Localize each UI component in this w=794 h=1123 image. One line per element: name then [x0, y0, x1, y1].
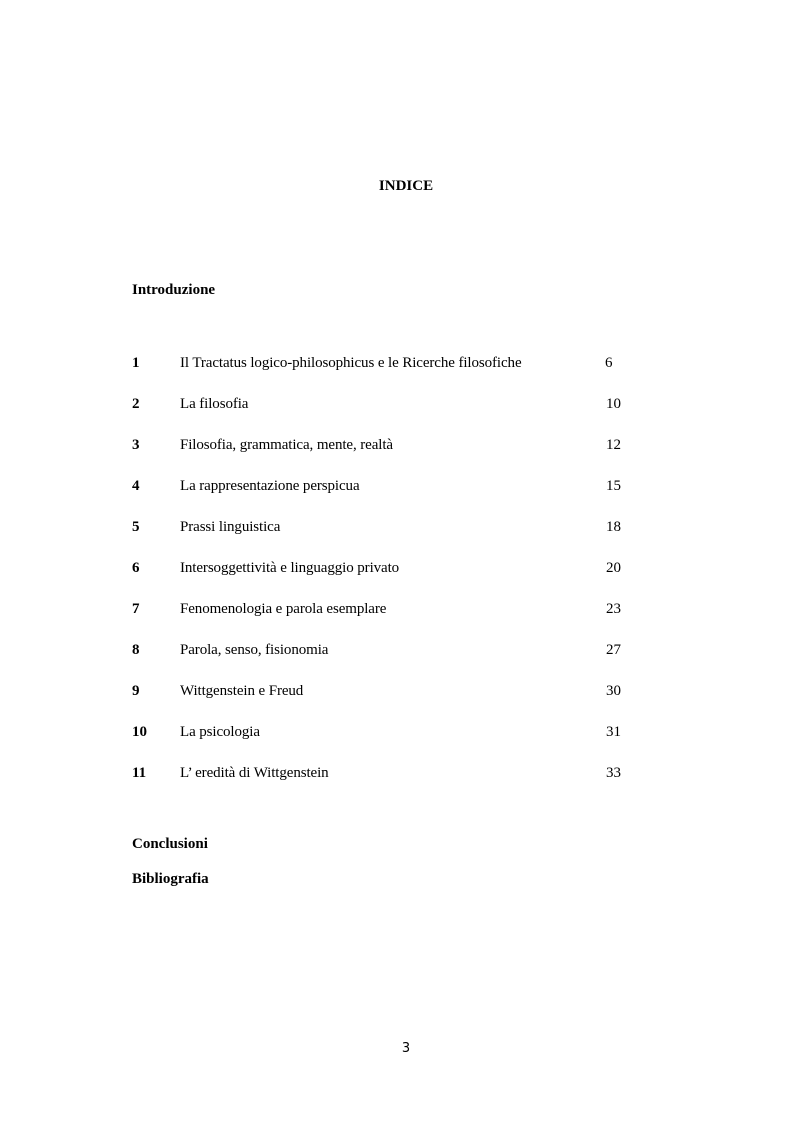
toc-entry [0, 476, 794, 517]
chapter-number: 9 [132, 683, 140, 699]
chapter-page: 10 [606, 396, 621, 412]
chapter-title: Intersoggettività e linguaggio privato [180, 560, 400, 576]
table-of-contents [0, 353, 794, 804]
chapter-page: 30 [606, 683, 621, 699]
chapter-number: 2 [132, 396, 140, 412]
chapter-page: 31 [606, 724, 621, 740]
chapter-page: 23 [606, 601, 621, 617]
chapter-number: 6 [132, 560, 140, 576]
toc-entry [0, 763, 794, 804]
chapter-page: 12 [606, 437, 621, 453]
chapter-page: 20 [606, 560, 621, 576]
chapter-page: 27 [606, 642, 621, 658]
chapter-number: 7 [132, 601, 140, 617]
chapter-title: Il Tractatus logico-philosophicus e le Ricerche filosofiche [180, 355, 522, 371]
chapter-title: La rappresentazione perspicua [180, 478, 360, 494]
toc-entry [0, 394, 794, 435]
toc-entry [0, 517, 794, 558]
chapter-page: 15 [606, 478, 621, 494]
toc-entry [0, 599, 794, 640]
toc-entry [0, 558, 794, 599]
conclusions-heading: Conclusioni [132, 836, 208, 852]
toc-entry [0, 722, 794, 763]
chapter-title: L’ eredità di Wittgenstein [180, 765, 329, 781]
chapter-number: 8 [132, 642, 140, 658]
page-title: INDICE [378, 178, 434, 194]
page-number: 3 [401, 1041, 411, 1056]
toc-entry [0, 640, 794, 681]
chapter-number: 1 [132, 355, 140, 371]
chapter-page: 18 [606, 519, 621, 535]
chapter-number: 5 [132, 519, 140, 535]
chapter-title: Fenomenologia e parola esemplare [180, 601, 387, 617]
chapter-page: 6 [605, 355, 613, 371]
chapter-number: 11 [132, 765, 147, 781]
chapter-title: Parola, senso, fisionomia [180, 642, 329, 658]
chapter-title: La filosofia [180, 396, 249, 412]
chapter-title: Wittgenstein e Freud [180, 683, 304, 699]
chapter-title: La psicologia [180, 724, 260, 740]
toc-entry [0, 681, 794, 722]
chapter-number: 3 [132, 437, 140, 453]
chapter-number: 4 [132, 478, 140, 494]
chapter-number: 10 [132, 724, 147, 740]
toc-entry [0, 353, 794, 394]
chapter-title: Prassi linguistica [180, 519, 281, 535]
toc-entry [0, 435, 794, 476]
chapter-page: 33 [606, 765, 621, 781]
chapter-title: Filosofia, grammatica, mente, realtà [180, 437, 393, 453]
introduction-heading: Introduzione [132, 282, 216, 298]
bibliography-heading: Bibliografia [132, 871, 209, 887]
